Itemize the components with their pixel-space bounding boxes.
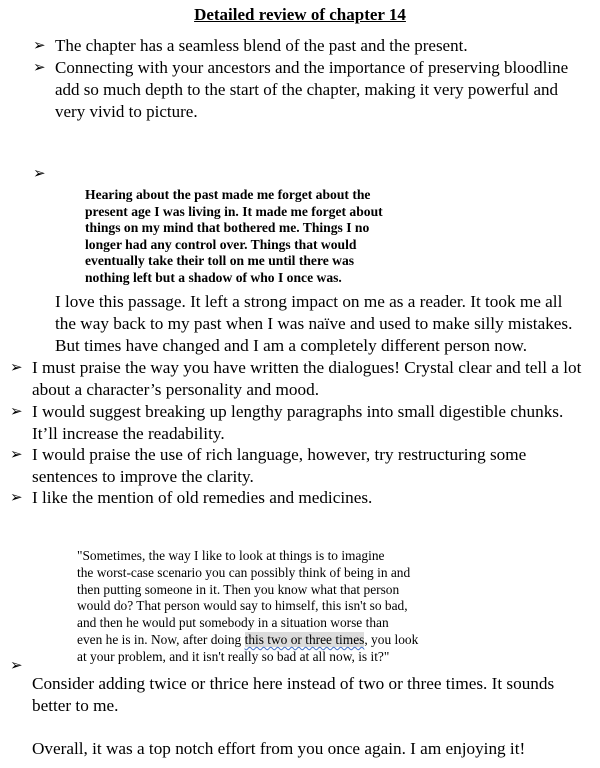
bullet-text xyxy=(55,57,568,123)
quote-line: "Sometimes, the way I like to look at things is to imagine xyxy=(77,548,385,563)
text-line: about a character’s personality and mood. xyxy=(32,380,319,399)
quote-line: Hearing about the past made me forget about the xyxy=(85,187,371,202)
suggestion-text xyxy=(32,673,554,717)
bullet-icon: ➢ xyxy=(33,60,46,76)
quote-line: longer had any control over. Things that would xyxy=(85,236,357,252)
text-line: I would suggest breaking up lengthy paragraphs into small digestible chunks. xyxy=(32,402,564,421)
bullet-icon: ➢ xyxy=(10,658,23,674)
bullet-text xyxy=(32,401,563,445)
quote-line: the worst-case scenario you can possibly think of being in and xyxy=(77,564,411,580)
text-line: better to me. xyxy=(32,696,119,715)
text-line: I love this passage. It left a strong impact on me as a reader. It took me all xyxy=(55,292,563,311)
bullet-text: I like the mention of old remedies and medicines. xyxy=(32,488,373,507)
bullet-icon: ➢ xyxy=(33,166,46,182)
bullet-text xyxy=(32,444,526,488)
closing-text: Overall, it was a top notch effort from you once again. I am enjoying it! xyxy=(32,739,526,758)
quote-block xyxy=(77,548,418,666)
text-line: add so much depth to the start of the chapter, making it very powerful and xyxy=(55,80,559,99)
quote-line: eventually take their toll on me until there was xyxy=(85,253,355,268)
text-line: I must praise the way you have written the dialogues! Crystal clear and tell a lot xyxy=(32,358,582,377)
quote-line: things on my mind that bothered me. Things I no xyxy=(85,220,370,235)
quote-line: would do? That person would say to himself, this isn't so bad, xyxy=(77,598,408,614)
bullet-text xyxy=(32,357,581,401)
text-line: But times have changed and I am a completely different person now. xyxy=(55,336,528,355)
highlighted-phrase: this two or three times xyxy=(244,631,365,647)
text-line: very vivid to picture. xyxy=(55,102,198,121)
quote-text: , you look xyxy=(364,631,419,647)
quote-line: then putting someone in it. Then you know what that person xyxy=(77,581,400,597)
text-line: the way back to my past when I was naïve and used to make silly mistakes. xyxy=(55,314,573,333)
text-line: I would praise the use of rich language, however, try restructuring some xyxy=(32,445,527,464)
text-line: Consider adding twice or thrice here instead of two or three times. It sounds xyxy=(32,674,555,693)
text-line: It’ll increase the readability. xyxy=(32,424,225,443)
bullet-icon: ➢ xyxy=(10,447,23,463)
quote-line xyxy=(77,632,418,649)
quote-line: and then he would put somebody in a situation worse than xyxy=(77,615,389,631)
quote-line: at your problem, and it isn't really so bad at all now, is it?" xyxy=(77,648,390,664)
page-title: Detailed review of chapter 14 xyxy=(194,5,406,24)
quote-line: present age I was living in. It made me forget about xyxy=(85,203,383,219)
passage-comment xyxy=(55,291,572,357)
bullet-icon: ➢ xyxy=(10,360,23,376)
bullet-icon: ➢ xyxy=(10,404,23,420)
quote-line: nothing left but a shadow of who I once was. xyxy=(85,269,342,285)
bullet-icon: ➢ xyxy=(10,490,23,506)
bullet-text: The chapter has a seamless blend of the past and the present. xyxy=(55,36,468,55)
quote-block xyxy=(85,187,430,286)
quote-text: even he is in. Now, after doing xyxy=(77,631,245,647)
text-line: Connecting with your ancestors and the importance of preserving bloodline xyxy=(55,58,569,77)
bullet-icon: ➢ xyxy=(33,38,46,54)
text-line: sentences to improve the clarity. xyxy=(32,467,254,486)
